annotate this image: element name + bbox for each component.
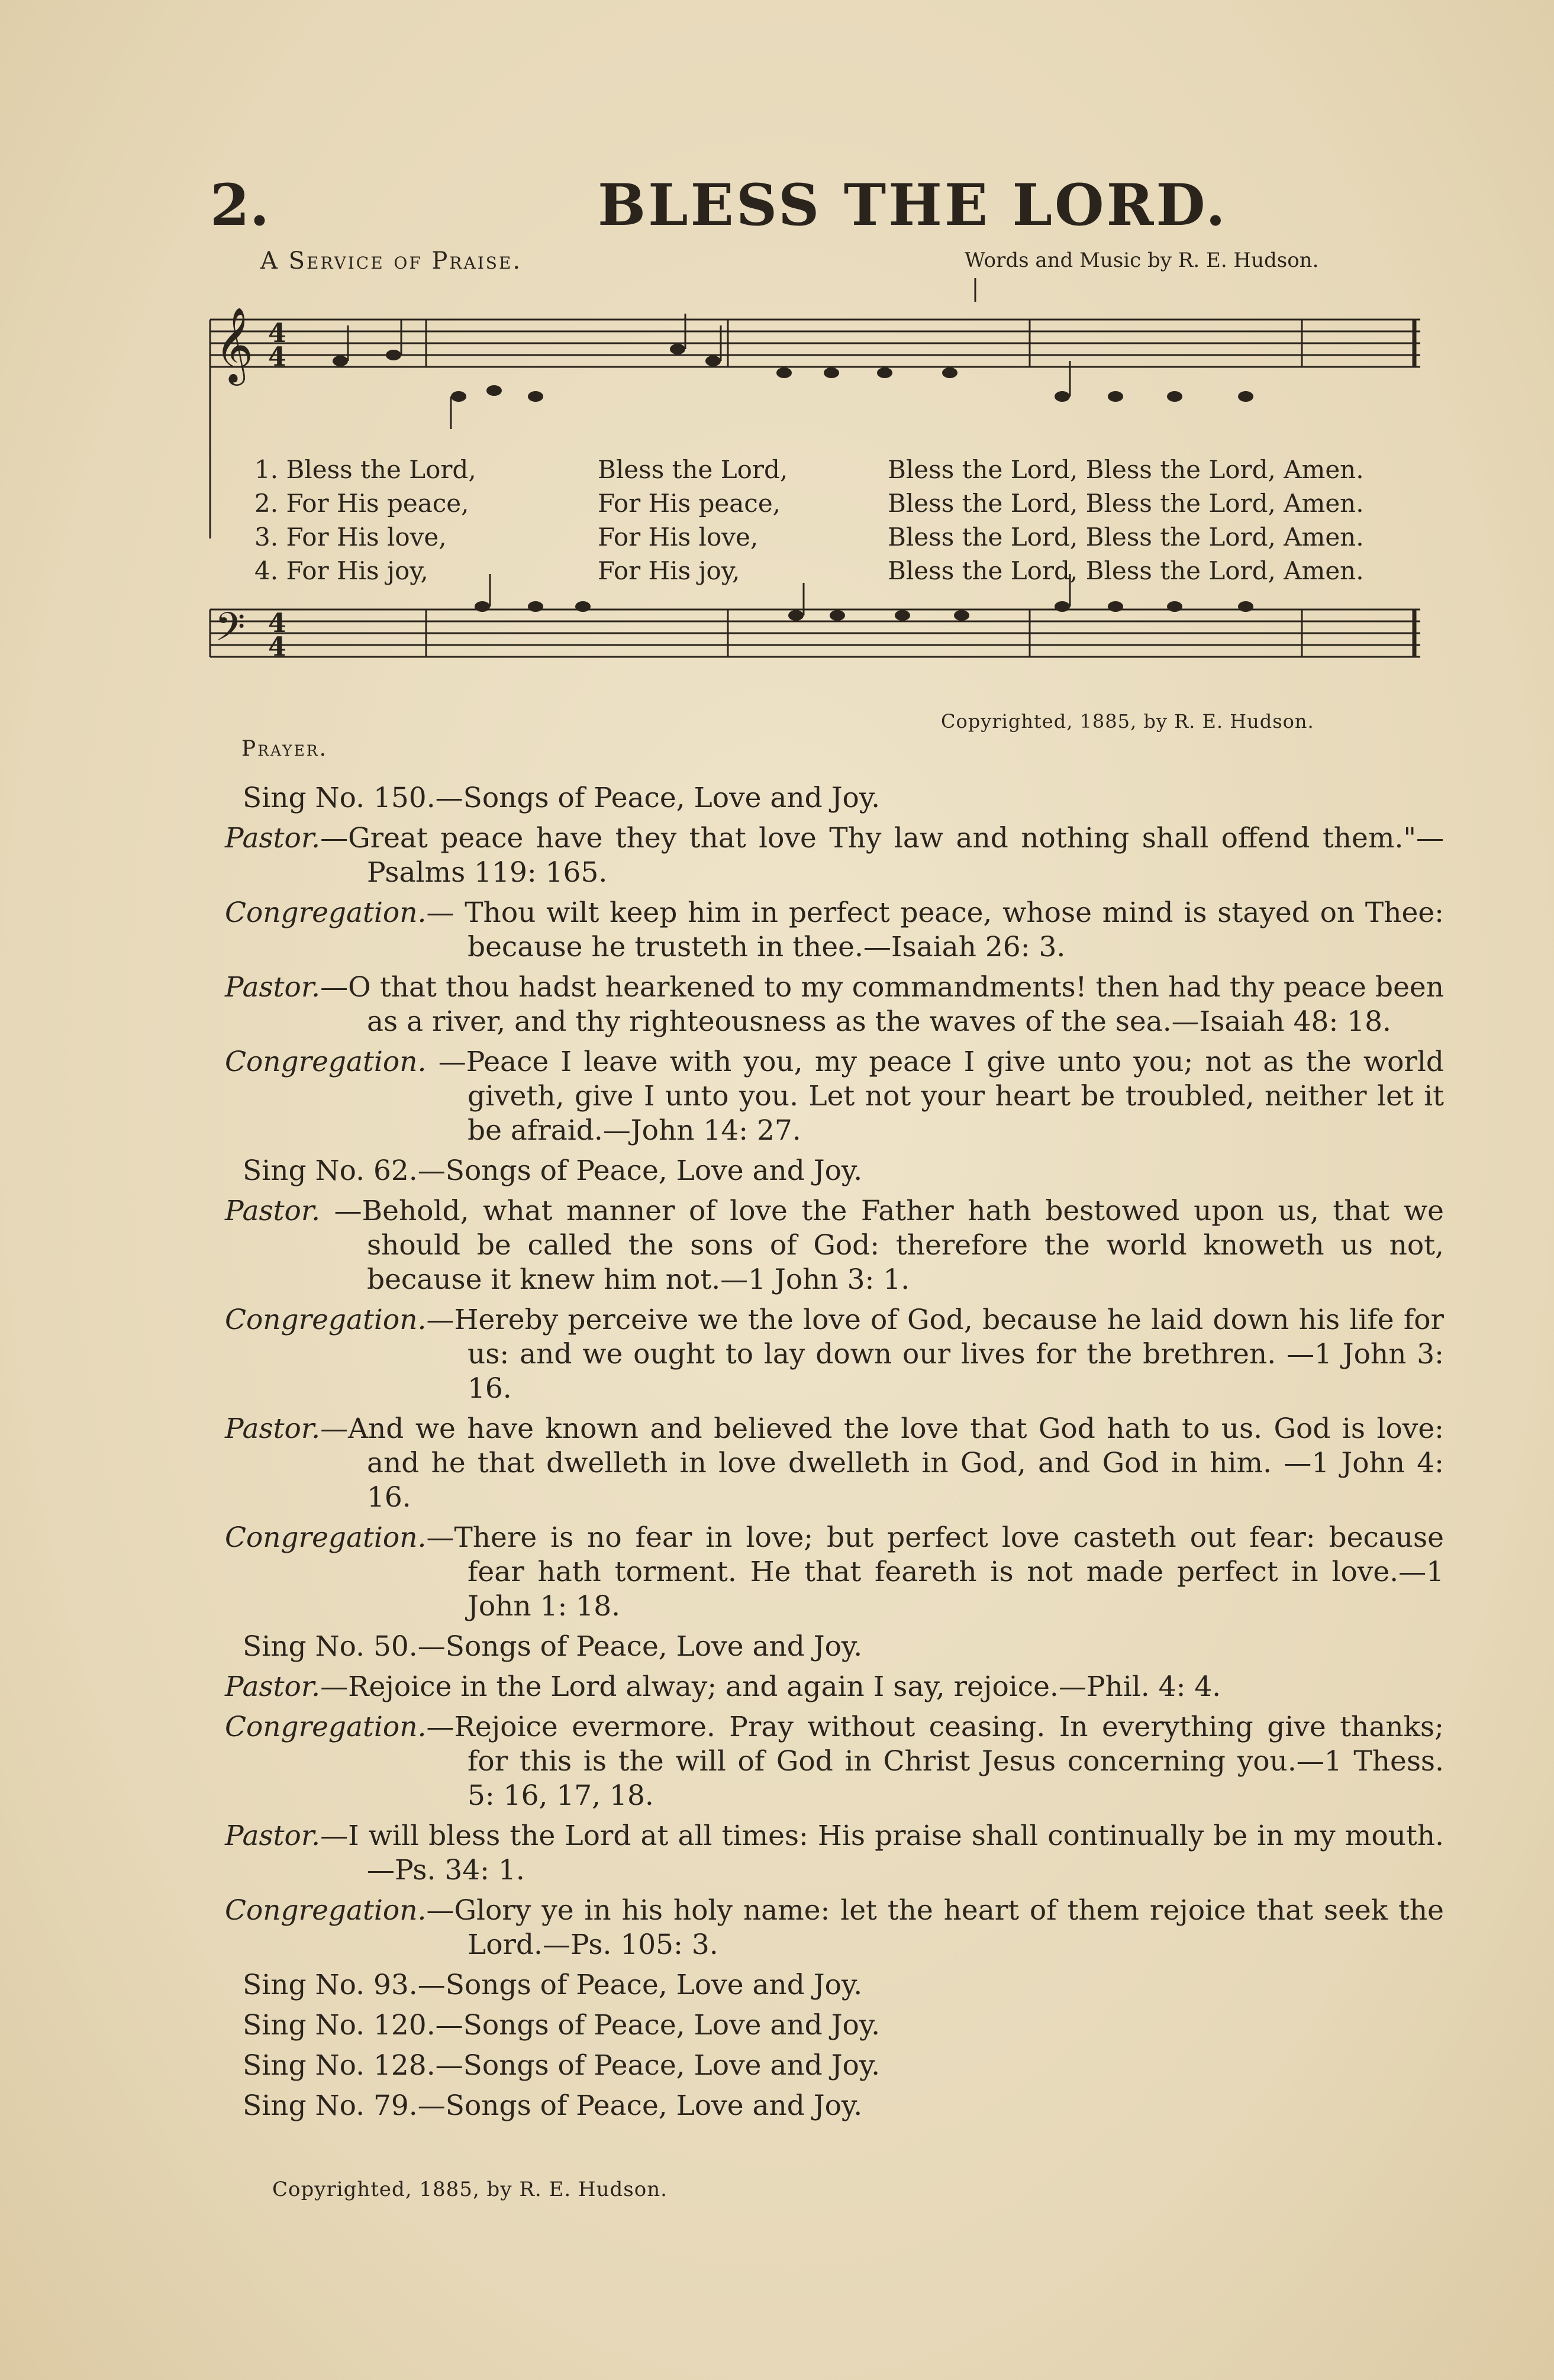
verse-line-2-part-b: For His peace, (598, 489, 781, 518)
congregation-response: Congregation.—Glory ye in his holy name: let the heart of them rejoice that seek the Lord.—Ps. 105: 3. (225, 1894, 1444, 1961)
verse-line-1-part-b: Bless the Lord, (598, 455, 788, 484)
congregation-response: Congregation. —Peace I leave with you, my peace I give unto you; not as the world giveth, give I unto you. Let not your heart be troubled, neither let it be afraid.—John 14: 27. (225, 1046, 1444, 1147)
sing-instruction: Sing No. 93.—Songs of Peace, Love and Joy. (243, 1969, 863, 2001)
verse-line-2-part-a: 2. For His peace, (254, 489, 469, 518)
pastor-reading: Pastor. —Behold, what manner of love the Father hath bestowed upon us, that we should be called the sons of God: therefore the world knoweth us not, because it knew him not.—1 John 3: 1. (225, 1195, 1444, 1296)
verse-line-3-part-b: For His love, (598, 523, 759, 552)
page-copyright: Copyrighted, 1885, by R. E. Hudson. (272, 2178, 668, 2201)
pastor-reading: Pastor.—O that thou hadst hearkened to my commandments! then had thy peace been as a river, and thy righteousness as the waves of the sea.—Isaiah 48: 18. (225, 971, 1444, 1038)
pastor-reading: Pastor.—Rejoice in the Lord alway; and again I say, rejoice.—Phil. 4: 4. (225, 1670, 1221, 1703)
sing-instruction: Sing No. 128.—Songs of Peace, Love and Joy. (243, 2049, 881, 2082)
verse-line-4-part-a: 4. For His joy, (254, 556, 428, 585)
verse-line-3-part-c: Bless the Lord, Bless the Lord, Amen. (888, 523, 1364, 552)
sing-instruction: Sing No. 120.—Songs of Peace, Love and Joy. (243, 2009, 881, 2042)
treble-notes (333, 344, 1253, 402)
congregation-response: Congregation.—Rejoice evermore. Pray without ceasing. In everything give thanks; for this is the will of God in Christ Jesus concerning you.—1 Thess. 5: 16, 17, 18. (225, 1711, 1444, 1812)
sing-instruction: Sing No. 62.—Songs of Peace, Love and Joy. (243, 1154, 863, 1187)
verse-line (254, 453, 1432, 486)
time-signature-icon: 4 (268, 608, 286, 638)
verse-line-4-part-c: Bless the Lord, Bless the Lord, Amen. (888, 556, 1364, 585)
pastor-reading: Pastor.—Great peace have they that love Thy law and nothing shall offend them."—Psalms 119: 165. (225, 822, 1444, 889)
bass-clef-icon: 𝄢 (215, 604, 246, 659)
treble-stems (348, 278, 1070, 429)
author-credit: Words and Music by R. E. Hudson. (965, 249, 1319, 272)
verse-line-3-part-a: 3. For His love, (254, 523, 447, 552)
responsive-service (213, 781, 1444, 2129)
time-signature-icon: 4 (268, 632, 286, 662)
verse-line-1-part-c: Bless the Lord, Bless the Lord, Amen. (888, 455, 1364, 484)
hymn-number: 2. (210, 172, 270, 238)
congregation-response: Congregation.—Hereby perceive we the love of God, because he laid down his life for us: and we ought to lay down our lives for the brethren. —1 John 3: 16. (225, 1304, 1444, 1405)
treble-clef-icon: 𝄞 (215, 307, 254, 382)
sing-instruction: Sing No. 79.—Songs of Peace, Love and Joy. (243, 2089, 863, 2122)
verse-lyrics (254, 453, 1432, 588)
sing-instruction: Sing No. 150.—Songs of Peace, Love and Joy. (243, 782, 881, 814)
music-copyright: Copyrighted, 1885, by R. E. Hudson. (941, 710, 1314, 733)
verse-line (254, 520, 1432, 554)
verse-line-4-part-b: For His joy, (598, 556, 740, 585)
pastor-reading: Pastor.—And we have known and believed the love that God hath to us. God is love: and he that dwelleth in love dwelleth in God, and God in him. —1 John 4: 16. (225, 1412, 1444, 1514)
congregation-response: Congregation.—There is no fear in love; but perfect love casteth out fear: because fear hath torment. He that feareth is not made perfect in love.—1 John 1: 18. (225, 1521, 1444, 1623)
hymn-title: BLESS THE LORD. (598, 172, 1228, 238)
sing-instruction: Sing No. 50.—Songs of Peace, Love and Joy. (243, 1630, 863, 1663)
service-subtitle: A Service of Praise. (260, 247, 523, 275)
verse-line (254, 486, 1432, 520)
time-signature-icon: 4 (268, 318, 286, 349)
verse-line-1-part-a: 1. Bless the Lord, (254, 455, 476, 484)
congregation-response: Congregation.— Thou wilt keep him in perfect peace, whose mind is stayed on Thee: because he trusteth in thee.—Isaiah 26: 3. (225, 896, 1444, 963)
pastor-reading: Pastor.—I will bless the Lord at all times: His praise shall continually be in my mouth.—Ps. 34: 1. (225, 1820, 1444, 1886)
hymn-header (210, 172, 1453, 254)
time-signature-icon: 4 (268, 342, 286, 372)
bass-notes (475, 601, 1253, 621)
verse-line (254, 554, 1432, 588)
verse-line-2-part-c: Bless the Lord, Bless the Lord, Amen. (888, 489, 1364, 518)
prayer-heading: Prayer. (241, 737, 328, 761)
bass-staff (210, 609, 1420, 657)
